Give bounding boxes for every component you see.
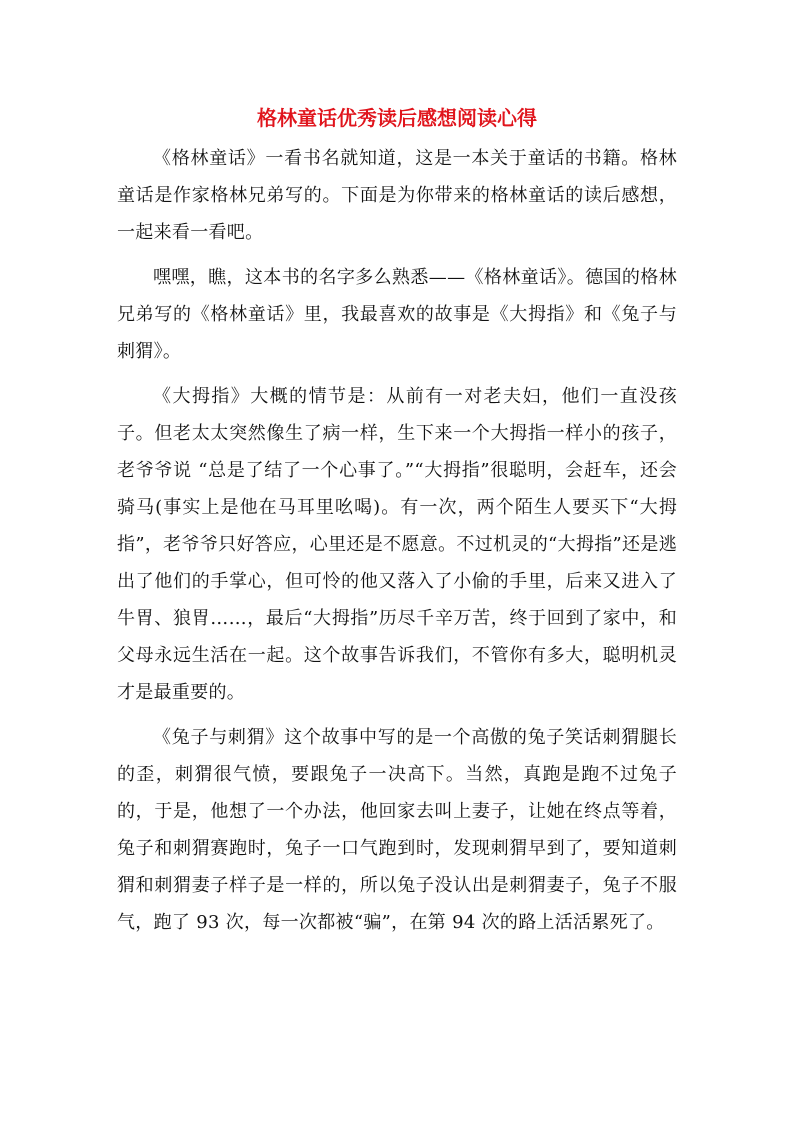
paragraph-intro: 《格林童话》一看书名就知道，这是一本关于童话的书籍。格林童话是作家格林兄弟写的。下面是为你带来的格林童话的读后感想，一起来看一看吧。 — [117, 148, 677, 243]
document-title: 格林童话优秀读后感想阅读心得 — [257, 106, 537, 130]
paragraph-favorite-stories: 嘿嘿，瞧，这本书的名字多么熟悉——《格林童话》。德国的格林兄弟写的《格林童话》里，我最喜欢的故事是《大拇指》和《兔子与刺猬》。 — [117, 267, 677, 362]
paragraph-thumbling: 《大拇指》大概的情节是：从前有一对老夫妇，他们一直没孩子。但老太太突然像生了病一样，生下来一个大拇指一样小的孩子，老爷爷说 “总是了结了一个心事了。”“大拇指”很聪明，会赶车，还会骑马(事实上是他在马耳里吆喝)。有一次，两个陌生人要买下“大拇指”，老爷爷只好答应，心里还是不愿意。不过机灵的“大拇指”还是逃出了他们的手掌心，但可怜的他又落入了小偷的手里，后来又进入了牛胃、狼胃……，最后“大拇指”历尽千辛万苦，终于回到了家中，和父母永远生活在一起。这个故事告诉我们，不管你有多大，聪明机灵才是最重要的。 — [117, 386, 677, 703]
paragraph-hare-and-hedgehog: 《兔子与刺猬》这个故事中写的是一个高傲的兔子笑话刺猬腿长的歪，刺猬很气愤，要跟兔子一决高下。当然，真跑是跑不过兔子的，于是，他想了一个办法，他回家去叫上妻子，让她在终点等着，兔子和刺猬赛跑时，兔子一口气跑到时，发现刺猬早到了，要知道刺猬和刺猬妻子样子是一样的，所以兔子没认出是刺猬妻子，兔子不服气，跑了 93 次，每一次都被“骗”，在第 94 次的路上活活累死了。 — [117, 727, 677, 933]
